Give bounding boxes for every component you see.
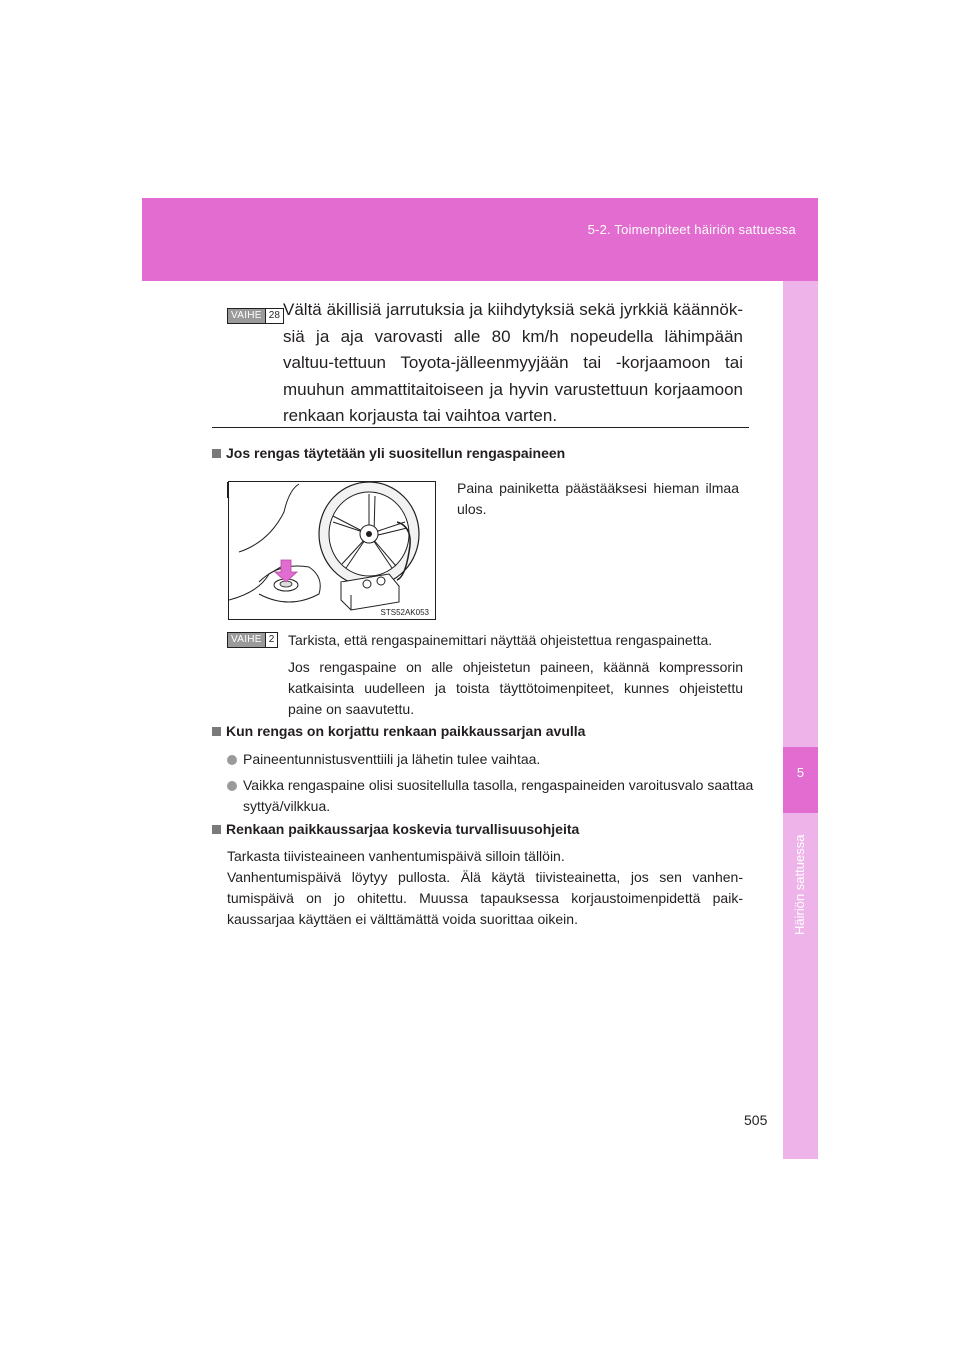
step-2-badge	[227, 632, 278, 648]
step-28-badge	[227, 308, 284, 324]
figure-code: STS52AK053	[380, 608, 429, 617]
chapter-number: 5	[796, 765, 805, 780]
bullet-item	[227, 775, 758, 817]
section-header-band	[142, 198, 818, 281]
heading-square-icon	[212, 727, 221, 736]
heading-overinflated	[212, 445, 565, 461]
chapter-side-tab	[783, 281, 818, 1159]
step-badge-word: VAIHE	[228, 633, 265, 647]
safety-paragraph: Vanhentumispäivä löytyy pullosta. Älä käytä tiivisteainetta, jos sen vanhen-tumispäivä on jo ohitettu. Muussa tapauksessa korjaustoimenpidettä paik-kaussarjaa käyttäen ei välttämättä voida suorittaa oikein.	[227, 869, 743, 927]
step-badge-number: 28	[265, 309, 283, 323]
heading-safety	[212, 821, 579, 837]
step-badge-number: 2	[265, 633, 278, 647]
bullet-text: Vaikka rengaspaine olisi suositellulla tasolla, rengaspaineiden varoitusvalo saattaa syttyä/vilkkua.	[243, 777, 754, 814]
section-divider	[212, 427, 749, 428]
page-number: 505	[744, 1112, 768, 1128]
heading-square-icon	[212, 825, 221, 834]
step-1-text: Paina painiketta päästääksesi hieman ilmaa ulos.	[457, 480, 739, 517]
wheel-and-compressor-drawing	[229, 482, 435, 619]
compressor-illustration	[228, 481, 436, 620]
chapter-number-box	[783, 747, 818, 813]
bullet-text: Paineentunnistusventtiili ja lähetin tulee vaihtaa.	[243, 751, 541, 767]
heading-overinflated-text: Jos rengas täytetään yli suositellun rengaspaineen	[226, 445, 566, 461]
step-28-text: Vältä äkillisiä jarrutuksia ja kiihdytyksiä sekä jyrkkiä käännök-siä ja aja varovasti alle 80 km/h nopeudella lähimpään valtuu-tettuun Toyota-jälleenmyyjään tai -korjaamoon tai muuhun ammattitaitoiseen ja hyvin varustettuun korjaamoon renkaan korjausta tai vaihtoa varten.	[283, 300, 743, 425]
step-badge-word: VAIHE	[228, 309, 265, 323]
bullet-dot-icon	[227, 781, 237, 791]
heading-after-repair-text: Kun rengas on korjattu renkaan paikkaussarjan avulla	[226, 723, 586, 739]
step-2-text: Tarkista, että rengaspainemittari näyttää ohjeistettua rengaspainetta.	[288, 632, 713, 648]
safety-line-1: Tarkasta tiivisteaineen vanhentumispäivä silloin tällöin.	[227, 848, 565, 864]
heading-after-repair	[212, 723, 585, 739]
section-title: 5-2. Toimenpiteet häiriön sattuessa	[587, 222, 796, 237]
chapter-label: Häiriön sattuessa	[792, 834, 807, 936]
heading-safety-text: Renkaan paikkaussarjaa koskevia turvallisuusohjeita	[226, 821, 580, 837]
bullet-item	[227, 749, 742, 770]
bullet-dot-icon	[227, 755, 237, 765]
heading-square-icon	[212, 449, 221, 458]
step-2-note: Jos rengaspaine on alle ohjeistetun paineen, käännä kompressorin katkaisinta uudelleen ja toista täyttötoimenpiteet, kunnes ohjeistettu paine on saavutettu.	[288, 659, 743, 717]
